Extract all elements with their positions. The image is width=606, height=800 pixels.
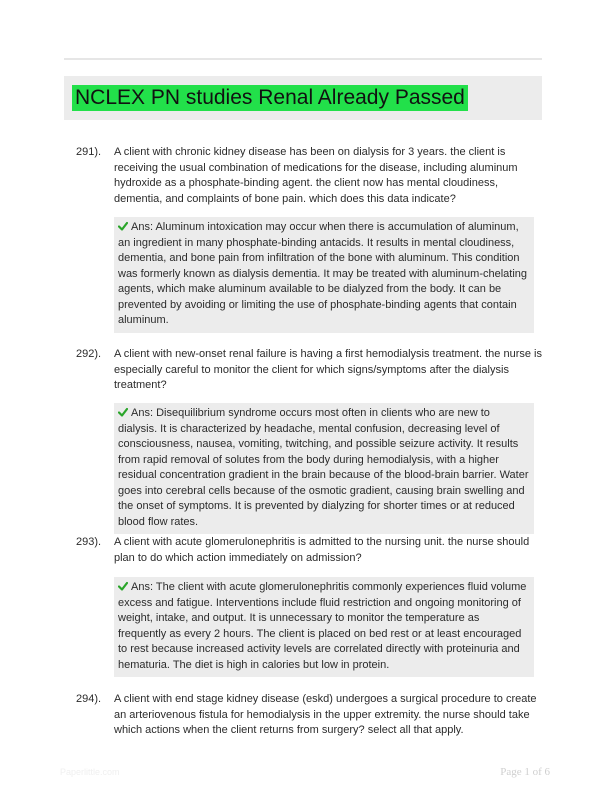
check-icon [118, 581, 128, 591]
answer-text: Ans: The client with acute glomerulonephritis commonly experiences fluid volume excess and fatigue. Interventions include fluid restriction and ongoing monitoring of weight, intake, and output. It is unnecessary to monitor the temperature as frequently as every 2 hours. The client is placed on bed rest or at least encouraged to rest because increased activity levels are correlated directly with proteinuria and hematuria. The diet is high in calories but low in protein. [118, 581, 527, 671]
check-icon [118, 221, 128, 231]
answer-text: Ans: Aluminum intoxication may occur when there is accumulation of aluminum, an ingredient in many phosphate-binding antacids. It results in mental cloudiness, dementia, and bone pain from infiltration of the bone with aluminum. This condition was formerly known as dialysis dementia. It may be treated with aluminum-chelating agents, which make aluminum available to be dialyzed from the body. It can be prevented by avoiding or limiting the use of phosphate-binding agents that contain aluminum. [118, 221, 528, 326]
page-indicator: Page 1 of 6 [500, 766, 550, 778]
answer-box [114, 403, 534, 534]
title-banner [64, 76, 542, 120]
answer-text: Ans: Disequilibrium syndrome occurs most often in clients who are new to dialysis. It is characterized by headache, mental confusion, decreasing level of consciousness, nausea, vomiting, twitching, and possible seizure activity. It results from rapid removal of solutes from the body during hemodialysis, with a higher residual concentration gradient in the brain because of the blood-brain barrier. Water goes into cerebral cells because of the osmotic gradient, causing brain swelling and the onset of symptoms. It is prevented by dialyzing for shorter times or at reduced blood flow rates. [118, 407, 529, 528]
question-text: A client with new-onset renal failure is having a first hemodialysis treatment. the nurse is especially careful to monitor the client for which signs/symptoms after the dialysis treatment? [114, 348, 542, 391]
question-text: A client with chronic kidney disease has been on dialysis for 3 years. the client is receiving the usual combination of medications for the disease, including aluminum hydroxide as a phosphate-binding agent. the client now has mental cloudiness, dementia, and complaints of bone pain. which does this data indicate? [114, 146, 518, 205]
check-icon [118, 407, 128, 417]
top-rule [64, 58, 542, 60]
question-number: 292). [76, 348, 102, 360]
answer-box [114, 577, 534, 677]
footer-watermark: Paperlittle.com [60, 767, 120, 777]
question-text: A client with end stage kidney disease (eskd) undergoes a surgical procedure to create an arteriovenous fistula for hemodialysis in the upper extremity. the nurse should take which actions when the client returns from surgery? select all that apply. [114, 693, 537, 736]
answer-box [114, 217, 534, 333]
question-number: 293). [76, 536, 102, 548]
page-title: NCLEX PN studies Renal Already Passed [72, 85, 468, 111]
question-text: A client with acute glomerulonephritis is admitted to the nursing unit. the nurse should plan to do which action immediately on admission? [114, 536, 530, 564]
question-number: 294). [76, 693, 102, 705]
question-number: 291). [76, 146, 102, 158]
